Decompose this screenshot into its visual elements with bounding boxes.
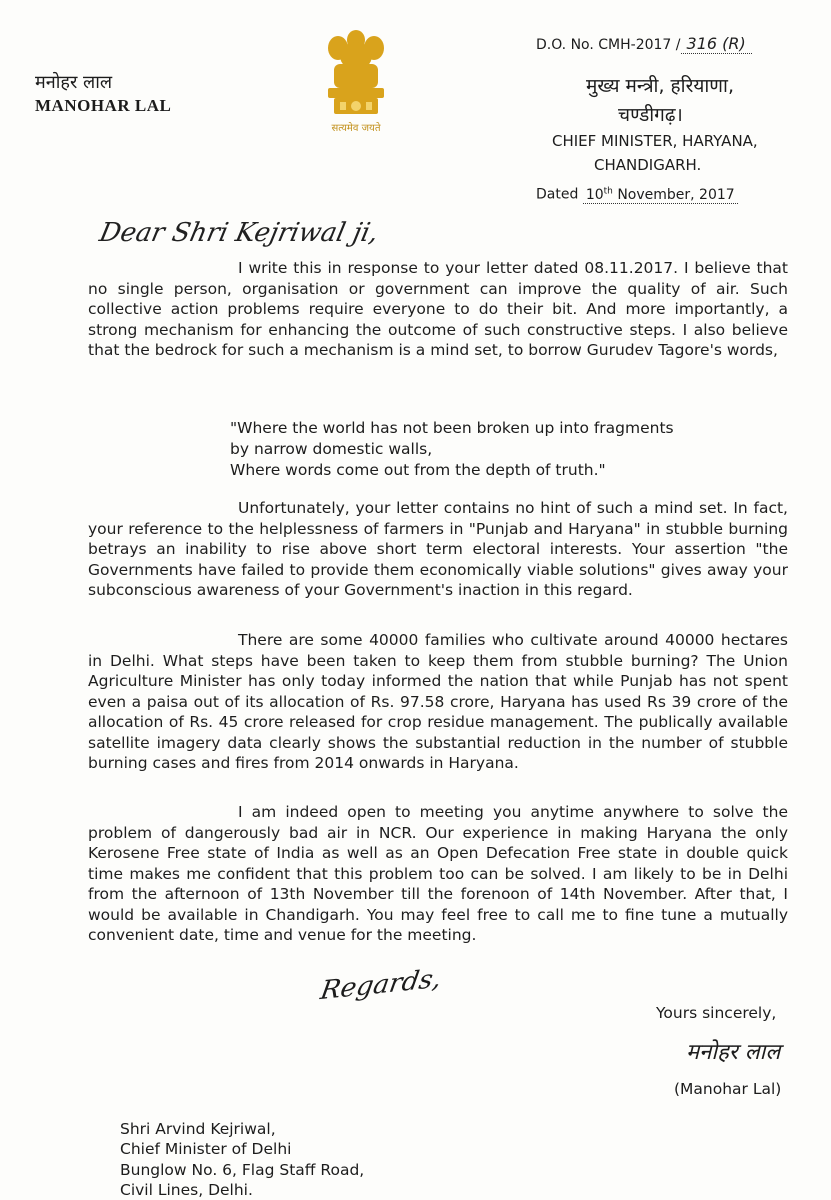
tagore-quote [230, 418, 674, 481]
handwritten-regards: Regards, [318, 963, 444, 1007]
signer-name: (Manohar Lal) [674, 1080, 782, 1098]
closing-yours-sincerely: Yours sincerely, [656, 1004, 777, 1022]
reference-label: D.O. No. CMH-2017 / [536, 37, 681, 53]
quote-line: "Where the world has not been broken up into fragments [230, 419, 674, 437]
recipient-line: Chief Minister of Delhi [120, 1140, 292, 1158]
emblem-motto: सत्यमेव जयते [331, 123, 381, 134]
signature: मनोहर लाल [686, 1040, 781, 1065]
sender-name-english: MANOHAR LAL [35, 96, 172, 115]
recipient-line: Bunglow No. 6, Flag Staff Road, [120, 1161, 365, 1179]
date-label: Dated [536, 186, 579, 203]
salutation: Dear Shri Kejriwal ji, [96, 218, 382, 248]
reference-handwritten: 316 (R) [681, 34, 752, 54]
paragraph-3: There are some 40000 families who cultivate around 40000 hectares in Delhi. What steps have been taken to keep them from stubble burning? The Union Agriculture Minister has only today informed the nation that while Punjab has not spent even a paisa out of its allocation of Rs. 97.58 crore, Haryana has used Rs 39 crore of the allocation of Rs. 45 crore released for crop residue management. The publically available satellite imagery data clearly shows the substantial reduction in the number of stubble burning cases and fires from 2014 onwards in Haryana. [88, 631, 788, 772]
reference-number [536, 34, 752, 53]
office-hindi-line1: मुख्य मन्त्री, हरियाणा, [586, 75, 734, 97]
date-day: 10 [585, 186, 604, 203]
recipient-line: Shri Arvind Kejriwal, [120, 1120, 276, 1138]
quote-line: by narrow domestic walls, [230, 440, 433, 458]
office-hindi-line2: चण्डीगढ़। [618, 104, 683, 126]
date-day-suffix: th [603, 186, 613, 196]
sender-name-hindi: मनोहर लाल [35, 72, 113, 93]
office-english-line1: CHIEF MINISTER, HARYANA, [552, 132, 758, 150]
quote-line: Where words come out from the depth of truth." [230, 461, 606, 479]
office-english-line2: CHANDIGARH. [594, 156, 702, 174]
letter-date [536, 186, 738, 203]
recipient-line: Civil Lines, Delhi. [120, 1181, 253, 1199]
paragraph-1: I write this in response to your letter dated 08.11.2017. I believe that no single person, organisation or government can improve the quality of air. Such collective action problems require everyone to do their bit. And more importantly, a strong mechanism for enhancing the outcome of such constructive steps. I also believe that the bedrock for such a mechanism is a mind set, to borrow Gurudev Tagore's words, [88, 259, 788, 359]
date-rest: November, 2017 [617, 186, 735, 203]
paragraph-4: I am indeed open to meeting you anytime anywhere to solve the problem of dangerously bad air in NCR. Our experience in making Haryana the only Kerosene Free state of India as well as an Open Defecation Free state in double quick time makes me confident that this problem too can be solved. I am likely to be in Delhi from the afternoon of 13th November till the forenoon of 14th November. After that, I would be available in Chandigarh. You may feel free to call me to fine tune a mutually convenient date, time and venue for the meeting. [88, 803, 788, 944]
state-emblem [312, 26, 400, 136]
paragraph-2: Unfortunately, your letter contains no hint of such a mind set. In fact, your reference to the helplessness of farmers in "Punjab and Haryana" in stubble burning betrays an inability to rise above short term electoral interests. Your assertion "the Governments have failed to provide them economically viable solutions" gives away your subconscious awareness of your Government's inaction in this regard. [88, 499, 788, 599]
